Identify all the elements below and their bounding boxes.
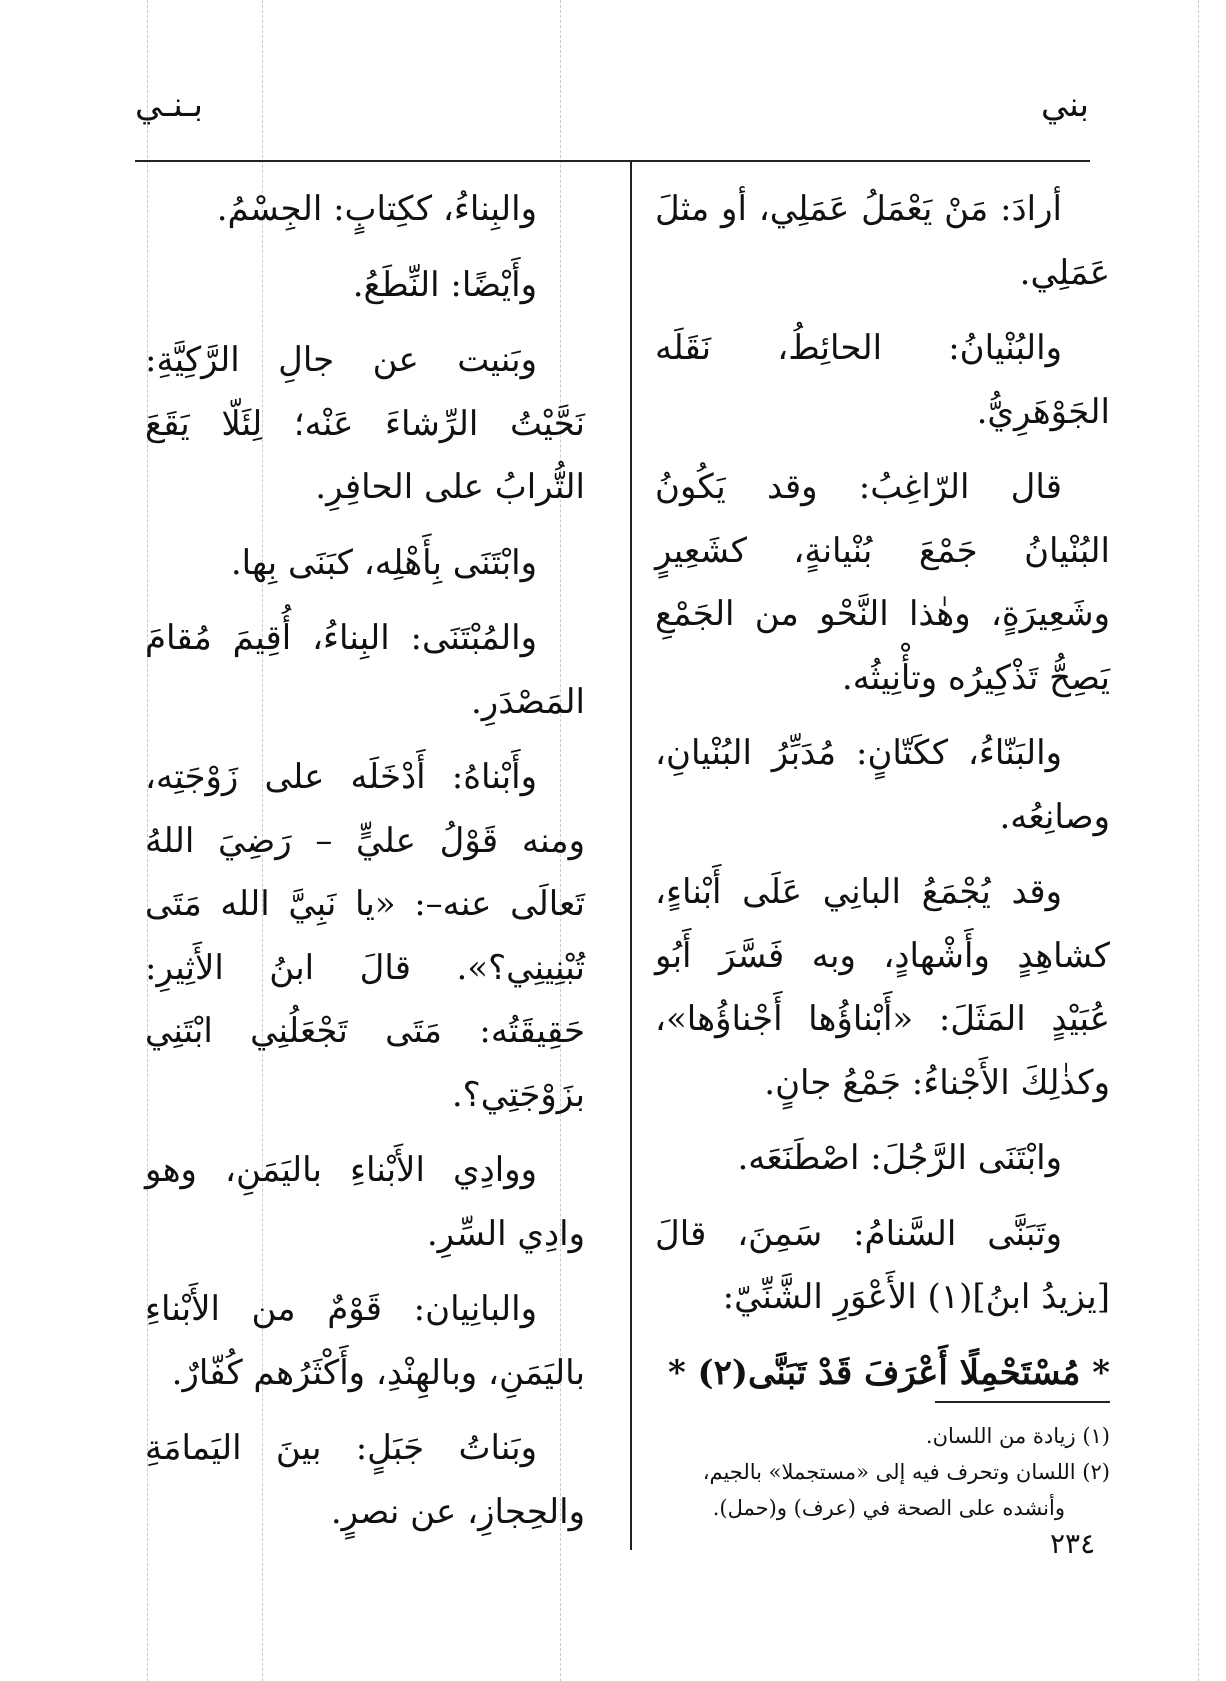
footnotes xyxy=(655,1418,1110,1526)
footnote-2-continuation: وأنشده على الصحة في (عرف) و(حمل). xyxy=(712,1496,1065,1520)
paragraph: أرادَ: مَنْ يَعْمَلُ عَمَلِي، أو مثلَ عَمَلِي. xyxy=(655,189,1110,293)
paragraph: وابْتَنَى بِأَهْلِه، كبَنَى بِها. xyxy=(230,542,537,583)
header-right-word: بني xyxy=(1040,85,1089,125)
column-divider xyxy=(630,160,632,1550)
right-column xyxy=(655,178,1110,1417)
left-column xyxy=(145,178,585,1556)
paragraph: وبَناتُ جَبَلٍ: بينَ اليَمامَةِ والحِجازِ، عن نصرٍ. xyxy=(145,1428,585,1532)
paragraph: ووادِي الأَبْناءِ باليَمَنِ، وهو وادِي السِّرِ. xyxy=(145,1150,585,1254)
header-rule xyxy=(135,160,1090,162)
page-number: ٢٣٤ xyxy=(1050,1527,1096,1560)
paragraph: والبُنْيانُ: الحائِطُ، نَقَلَه الجَوْهَرِيُّ. xyxy=(655,328,1110,432)
paragraph: وأَبْناهُ: أَدْخَلَه على زَوْجَتِه، ومنه قَوْلُ عليٍّ – رَضِيَ اللهُ تَعالَى عنه–: «يا نَبِيَّ الله مَتَى تُبْنِينِي؟». قالَ ابنُ الأَثِيرِ: حَقِيقَتُه: مَتَى تَجْعَلُنِي ابْتَنِي بزَوْجَتِي؟. xyxy=(145,757,585,1115)
paragraph: والمُبْتَنَى: البِناءُ، أُقِيمَ مُقامَ المَصْدَرِ. xyxy=(145,618,585,722)
paragraph: والبِناءُ، ككِتابٍ: الجِسْمُ. xyxy=(216,189,537,229)
footnote-2: (٢) اللسان وتحرف فيه إلى «مستجملا» بالجيم، xyxy=(702,1460,1110,1484)
paragraph: وابْتَنَى الرَّجُلَ: اصْطَنَعَه. xyxy=(737,1138,1062,1178)
footnote-rule xyxy=(935,1401,1110,1403)
verse-line: * مُسْتَحْمِلًا أَعْرَفَ قَدْ تَبَنَّى(٢) * xyxy=(667,1352,1110,1393)
paragraph: والبانِيان: قَوْمٌ من الأَبْناءِ باليَمَنِ، وبالهِنْدِ، وأَكْثَرُهم كُفّارٌ. xyxy=(145,1289,585,1393)
paragraph: وبَنيت عن جالِ الرَّكِيَّةِ: نَحَّيْتُ الرِّشاءَ عَنْه؛ لِئَلّا يَقَعَ التُّرابُ على الحافِرِ. xyxy=(145,340,585,507)
paragraph: قال الرّاغِبُ: وقد يَكُونُ البُنْيانُ جَمْعَ بُنْيانةٍ، كشَعِيرٍ وشَعِيرَةٍ، وهٰذا النَّحْو من الجَمْعِ يَصِحُّ تَذْكِيرُه وتأْنِيثُه. xyxy=(655,467,1110,698)
header-left-word: بـنـي xyxy=(135,85,203,125)
footnote-1: (١) زيادة من اللسان. xyxy=(925,1424,1110,1448)
paragraph: والبَنّاءُ، ككَتّانٍ: مُدَبِّرُ البُنْيانِ، وصانِعُه. xyxy=(655,733,1110,837)
paragraph: وتَبَنَّى السَّنامُ: سَمِنَ، قالَ [يزيدُ ابنُ](١) الأَعْوَرِ الشَّنِّيّ: xyxy=(655,1213,1110,1317)
paragraph: وقد يُجْمَعُ البانِي عَلَى أَبْناءٍ، كشاهِدٍ وأَشْهادٍ، وبه فَسَّرَ أَبُو عُبَيْدٍ المَثَلَ: «أَبْناؤُها أَجْناؤُها»، وكذٰلِكَ الأَجْناءُ: جَمْعُ جانٍ. xyxy=(655,872,1110,1103)
paragraph: وأَيْضًا: النِّطَعُ. xyxy=(352,264,537,305)
scan-guide-line xyxy=(1198,0,1199,1681)
